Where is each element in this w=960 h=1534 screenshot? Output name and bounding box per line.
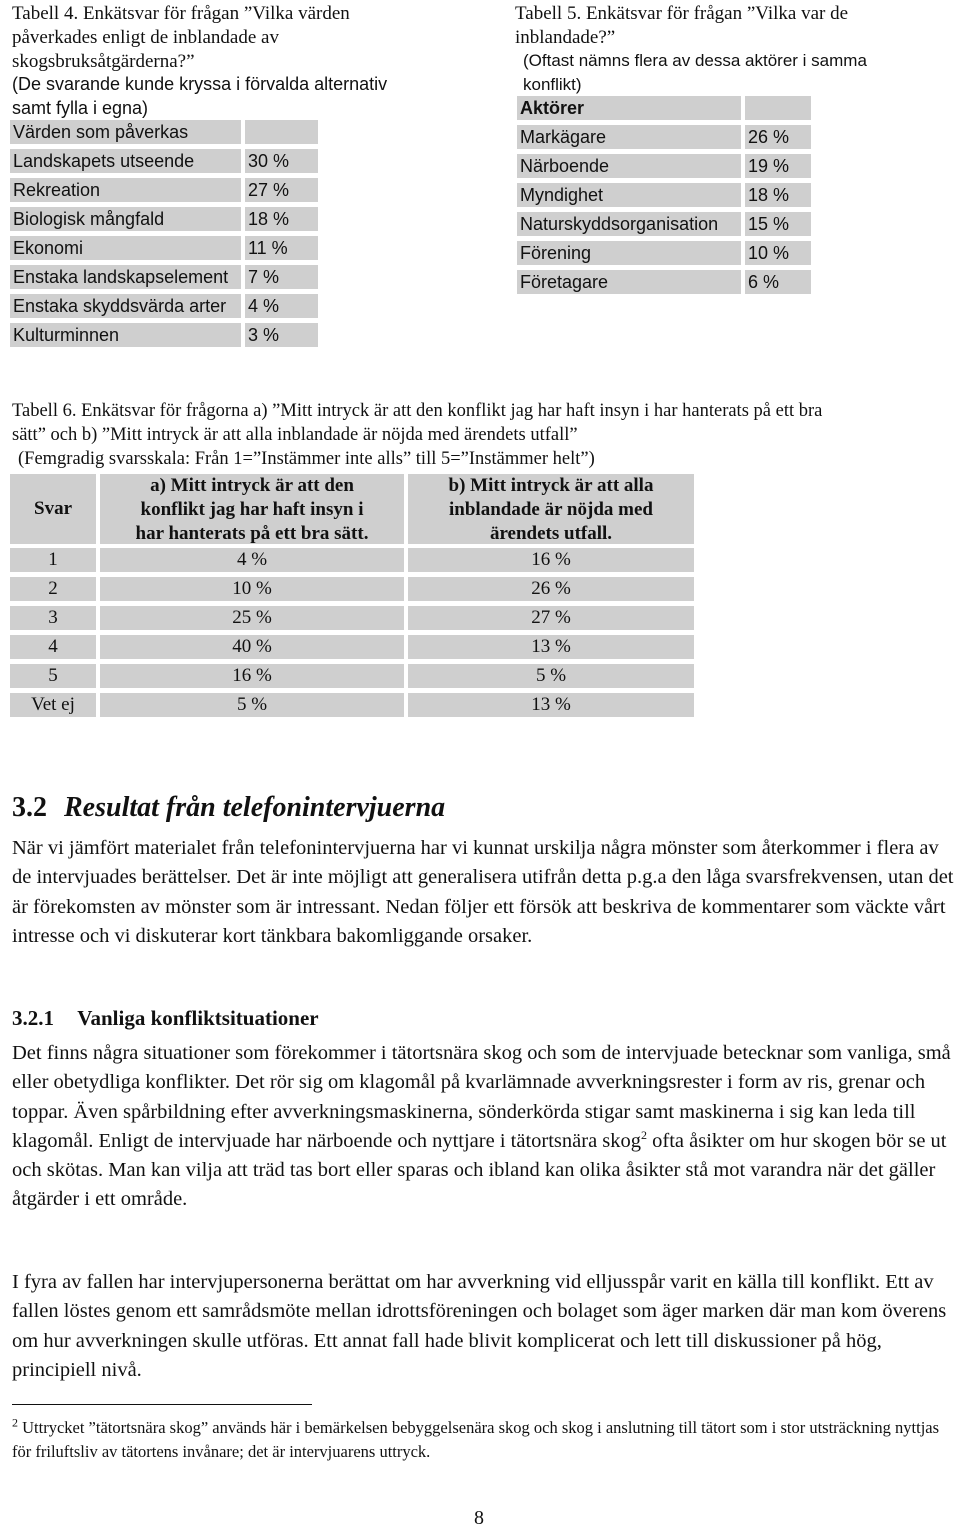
table4-header-value xyxy=(245,120,318,144)
table4-row-value: 18 % xyxy=(245,207,318,231)
table6-cell-svar: 3 xyxy=(10,606,96,630)
table4-row-value: 4 % xyxy=(245,294,318,318)
section-title: Resultat från telefonintervjuerna xyxy=(64,792,446,823)
table5-row-label: Markägare xyxy=(517,125,741,149)
table6-cell-a: 4 % xyxy=(100,548,404,572)
table4-row-value: 30 % xyxy=(245,149,318,173)
subsection-paragraph-2-text: I fyra av fallen har intervjupersonerna berättat om har avverkning vid elljusspår varit en källa till konflikt. Ett av fallen löstes genom ett samrådsmöte mellan idrottsföreningen och bolaget som äger marken där man kom överens om hur avverkningen skulle utföras. Ett annat fall hade blivit komplicerat och lett till diskussioner på hög, principiell nivå. xyxy=(12,1271,947,1381)
table6-header-svar-label: Svar xyxy=(34,498,72,519)
footnote-mark: 2 xyxy=(12,1415,18,1430)
table6-header-b-line: b) Mitt intryck är att alla xyxy=(448,475,654,496)
table4-note-line: samt fylla i egna) xyxy=(12,98,149,118)
section-paragraph-text: När vi jämfört materialet från telefonintervjuerna har vi kunnat urskilja några mönster som återkommer i flera av de intervjuades berättelser. Det är inte möjligt att generalisera utifrån detta p.g.a den låga svarsfrekvensen, utan det är förekomsten av mönster som är intressant. Nedan följer ett försök att beskriva de kommentarer som väckte vårt intresse och vi diskuterar kort tänkbara bakomliggande orsaker. xyxy=(12,837,954,947)
table6-cell-b: 27 % xyxy=(408,606,694,630)
table-row xyxy=(10,635,695,659)
subsection-paragraph-1-part2: ofta åsikter om hur skogen bör se ut och skötas. Man kan vilja att träd tas bort eller sparas och ibland kan olika åsikter stå mot varandra när det gäller åtgärder i ett område. xyxy=(12,1129,947,1211)
table6-cell-b: 16 % xyxy=(408,548,694,572)
table6-cell-svar: 5 xyxy=(10,664,96,688)
table6-cell-svar: 4 xyxy=(10,635,96,659)
subsection-paragraph-1-text xyxy=(12,1039,957,1215)
table6-cell-b: 13 % xyxy=(408,635,694,659)
table6-caption-line: (Femgradig svarsskala: Från 1=”Instämmer inte alls” till 5=”Instämmer helt”) xyxy=(18,449,595,469)
section-number: 3.2 xyxy=(12,792,47,823)
table5-row-label: Myndighet xyxy=(517,183,741,207)
table6-caption-line: Tabell 6. Enkätsvar för frågorna a) ”Mitt intryck är att den konflikt jag har haft insyn i har hanterats på ett bra xyxy=(12,401,823,421)
page-number: 8 xyxy=(474,1507,484,1529)
table6-cell-a: 10 % xyxy=(100,577,404,601)
table6-header-a-line: a) Mitt intryck är att den xyxy=(150,475,354,496)
table4-row-label: Rekreation xyxy=(10,178,241,202)
subsection-number: 3.2.1 xyxy=(12,1006,54,1030)
table5-note xyxy=(523,49,953,97)
table-row xyxy=(10,548,695,572)
table6-cell-b: 5 % xyxy=(408,664,694,688)
table5-row-value: 15 % xyxy=(745,212,811,236)
table6-cell-a: 5 % xyxy=(100,693,404,717)
table4-row-value: 7 % xyxy=(245,265,318,289)
table5-row-label: Närboende xyxy=(517,154,741,178)
table6-cell-svar: Vet ej xyxy=(10,693,96,717)
section-paragraph xyxy=(12,834,957,951)
table5-note-line: konflikt) xyxy=(523,75,582,94)
subsection-title: Vanliga konfliktsituationer xyxy=(77,1006,319,1030)
table6-cell-svar: 1 xyxy=(10,548,96,572)
table6-cell-a: 16 % xyxy=(100,664,404,688)
table5-row-label: Förening xyxy=(517,241,741,265)
table4-note-line: (De svarande kunde kryssa i förvalda alternativ xyxy=(12,74,388,94)
table4-caption-line: Tabell 4. Enkätsvar för frågan ”Vilka värden xyxy=(12,3,350,24)
table-row xyxy=(10,606,695,630)
table5-row-label: Företagare xyxy=(517,270,741,294)
table4-note xyxy=(12,72,482,120)
table4-header-label: Värden som påverkas xyxy=(10,120,241,144)
table4-caption xyxy=(12,2,482,74)
table5-header-value xyxy=(745,96,811,120)
table5-caption-line: inblandade?” xyxy=(515,27,616,48)
table6-header-svar xyxy=(10,474,96,544)
table5-header-label: Aktörer xyxy=(517,96,741,120)
table5-caption xyxy=(515,2,955,50)
table4-row-label: Biologisk mångfald xyxy=(10,207,241,231)
table6-header-a-line: konflikt jag har haft insyn i xyxy=(140,499,364,520)
table-row xyxy=(10,577,695,601)
table5-row-value: 18 % xyxy=(745,183,811,207)
table6-header-b-line: inblandade är nöjda med xyxy=(449,499,653,520)
subsection-heading xyxy=(12,1004,319,1032)
table4-row-value: 11 % xyxy=(245,236,318,260)
table4-row-label: Enstaka skyddsvärda arter xyxy=(10,294,241,318)
table6-header-b-line: ärendets utfall. xyxy=(489,523,613,544)
subsection-paragraph-1 xyxy=(12,1039,957,1215)
table6-header-b xyxy=(408,474,694,544)
table5-note-line: (Oftast nämns flera av dessa aktörer i samma xyxy=(523,51,867,70)
footnote-reference[interactable]: 2 xyxy=(641,1128,648,1143)
subsection-paragraph-2 xyxy=(12,1268,957,1385)
table4-caption-line: påverkades enligt de inblandade av xyxy=(12,27,279,48)
table4-row-label: Kulturminnen xyxy=(10,323,241,347)
table5-row-value: 26 % xyxy=(745,125,811,149)
table6 xyxy=(10,474,695,719)
table6-cell-b: 26 % xyxy=(408,577,694,601)
footnote-separator xyxy=(12,1404,312,1405)
subsection-paragraph-1-part1: Det finns några situationer som förekommer i tätortsnära skog och som de intervjuade betecknar som vanliga, små eller obetydliga konflikter. Det rör sig om klagomål på kvarlämnade avverkningsrester i form av ris, grenar och toppar. Även spårbildning efter avverkningsmaskinerna, sönderkörda stigar samt maskinerna i sig kan leda till klagomål. Enligt de intervjuade har närboende och nyttjare i tätortsnära skog xyxy=(12,1042,951,1152)
footnote xyxy=(12,1416,942,1464)
table4 xyxy=(10,120,310,350)
table6-header-a-line: har hanterats på ett bra sätt. xyxy=(135,523,369,544)
table-row xyxy=(10,693,695,717)
section-heading xyxy=(12,792,445,824)
table4-caption-line: skogsbruksåtgärderna?” xyxy=(12,51,195,72)
table5-caption-line: Tabell 5. Enkätsvar för frågan ”Vilka var de xyxy=(515,3,849,24)
table6-cell-svar: 2 xyxy=(10,577,96,601)
table6-caption xyxy=(12,399,957,471)
table5-row-value: 10 % xyxy=(745,241,811,265)
table-row xyxy=(10,664,695,688)
table4-row-value: 27 % xyxy=(245,178,318,202)
table4-row-label: Landskapets utseende xyxy=(10,149,241,173)
footnote-text: Uttrycket ”tätortsnära skog” används här i bemärkelsen bebyggelsenära skog och skog i anslutning till tätort som i stor utsträckning nyttjas för friluftsliv av tätortens invånare; det är intervjuarens uttryck. xyxy=(12,1418,940,1461)
table4-row-label: Ekonomi xyxy=(10,236,241,260)
table5 xyxy=(517,96,812,296)
table5-row-value: 19 % xyxy=(745,154,811,178)
table6-header-a xyxy=(100,474,404,544)
table4-row-label: Enstaka landskapselement xyxy=(10,265,241,289)
table5-row-value: 6 % xyxy=(745,270,811,294)
table6-cell-a: 40 % xyxy=(100,635,404,659)
table4-row-value: 3 % xyxy=(245,323,318,347)
table6-caption-line: sätt” och b) ”Mitt intryck är att alla inblandade är nöjda med ärendets utfall” xyxy=(12,425,578,445)
table6-cell-b: 13 % xyxy=(408,693,694,717)
table6-cell-a: 25 % xyxy=(100,606,404,630)
table5-row-label: Naturskyddsorganisation xyxy=(517,212,741,236)
